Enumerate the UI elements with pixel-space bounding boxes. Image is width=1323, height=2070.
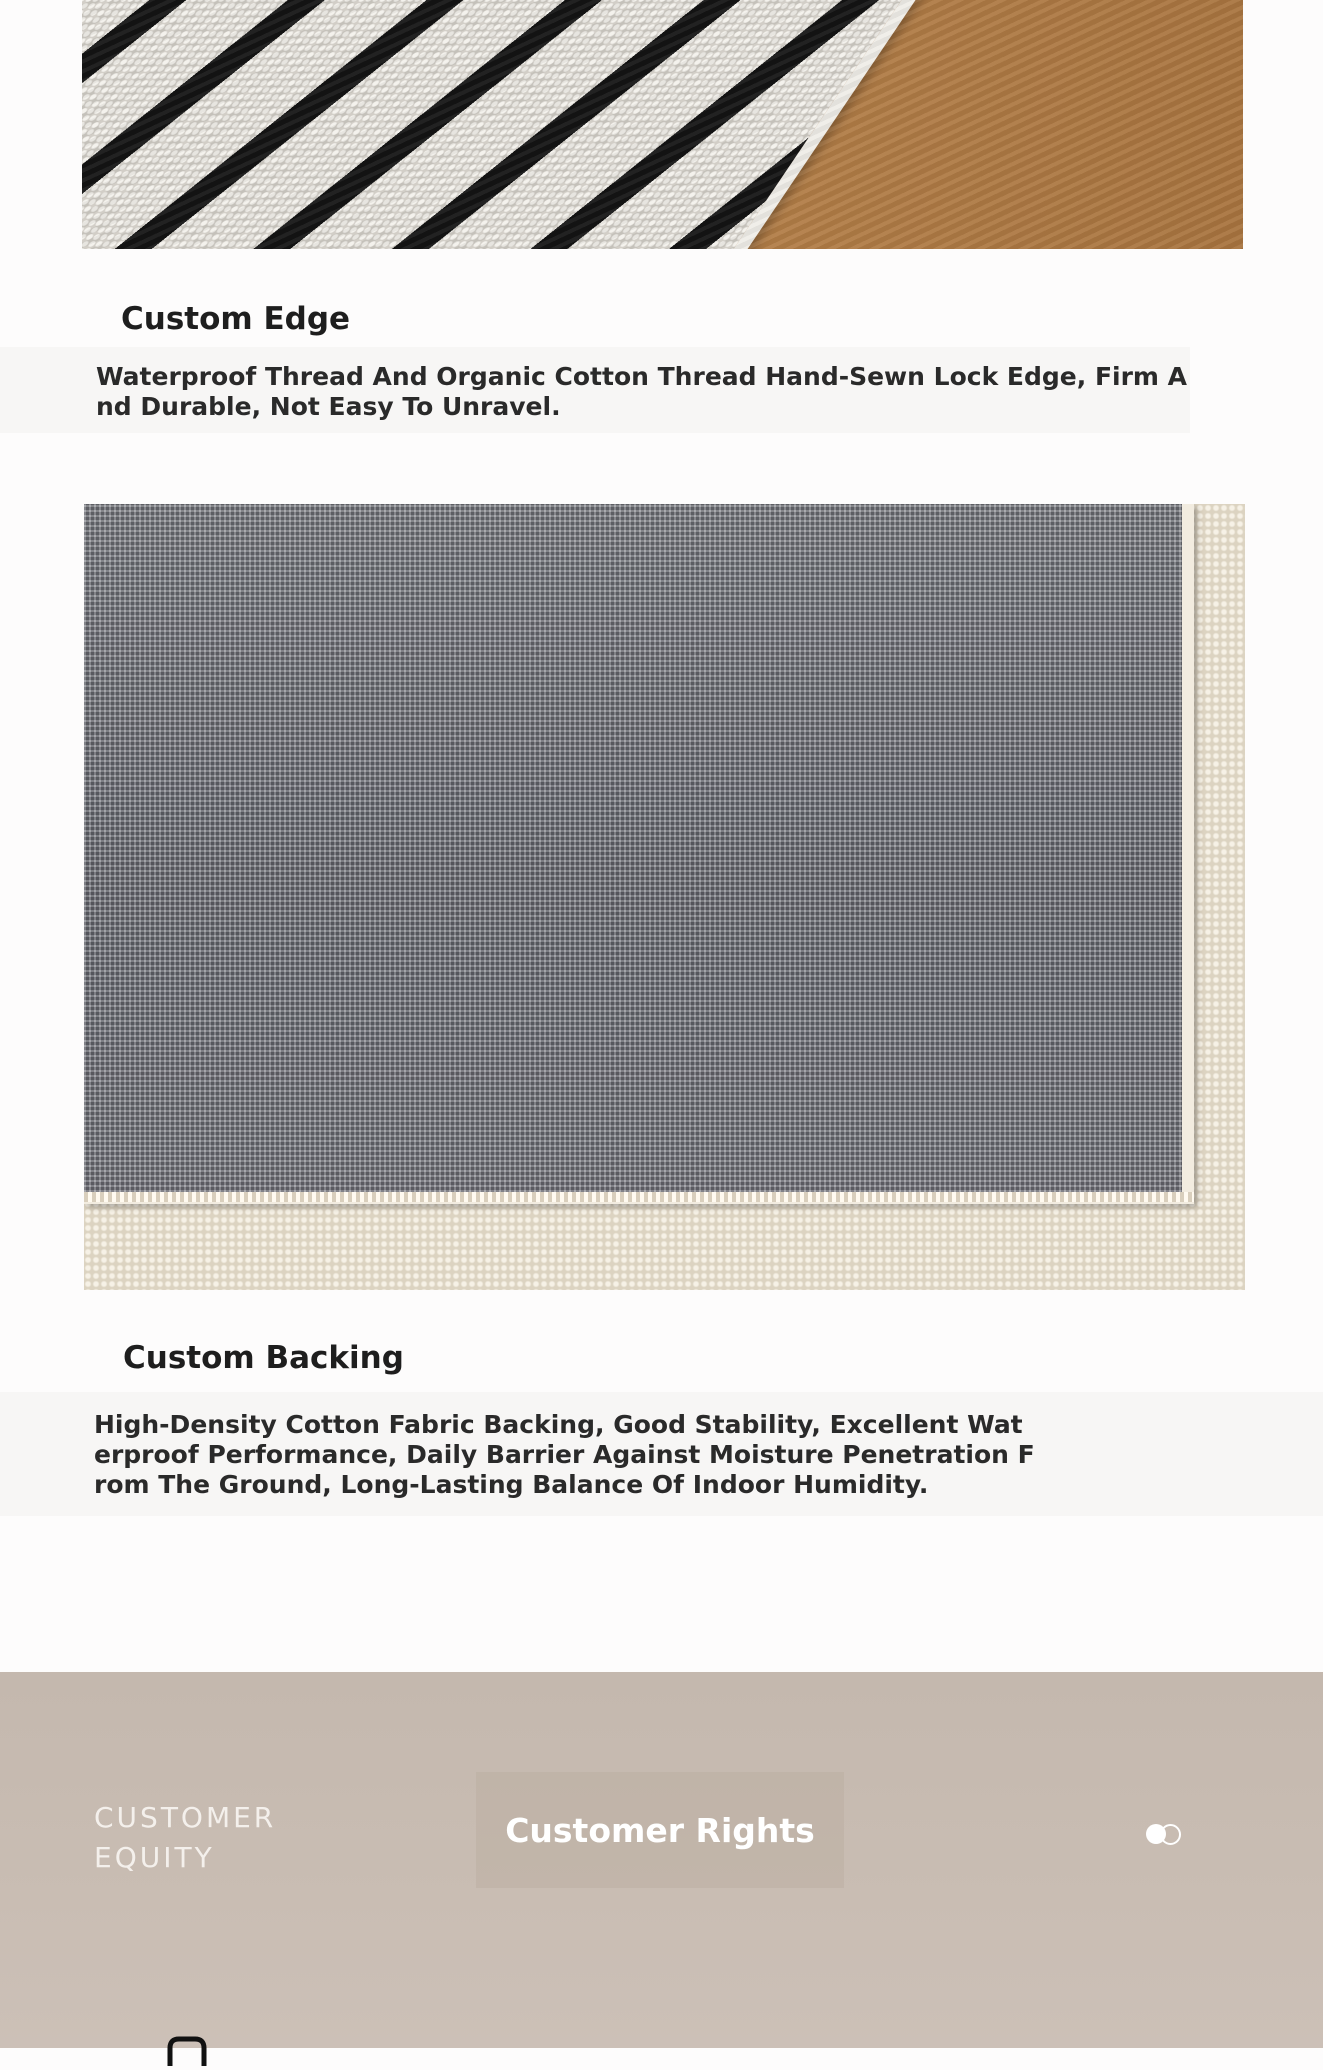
edge-description: Waterproof Thread And Organic Cotton Thread Hand-Sewn Lock Edge, Firm And Durable, Not Easy To Unravel. [96,362,1188,421]
rug-texture [82,0,956,249]
edge-title: Custom Edge [121,301,351,337]
backing-title: Custom Backing [123,1340,404,1376]
toggle-dots-icon[interactable] [1146,1823,1188,1845]
customer-equity-label [94,1798,276,1878]
customer-rights-label: Customer Rights [505,1810,815,1850]
backing-description: High-Density Cotton Fabric Backing, Good Stability, Excellent Waterproof Performance, Daily Barrier Against Moisture Penetration From The Ground, Long-Lasting Balance Of Indoor Humidity. [94,1410,1035,1499]
active-dot [1146,1824,1166,1844]
edge-stitching [84,1192,1194,1202]
equity-line-2: EQUITY [94,1841,215,1874]
shopping-bag-icon[interactable] [164,2036,210,2066]
rug-edge-photo [82,0,1243,249]
equity-line-1: CUSTOMER [94,1801,277,1834]
rug-backing-photo [84,504,1245,1290]
backing-fabric [84,504,1194,1204]
customer-rights-button[interactable] [476,1772,844,1888]
